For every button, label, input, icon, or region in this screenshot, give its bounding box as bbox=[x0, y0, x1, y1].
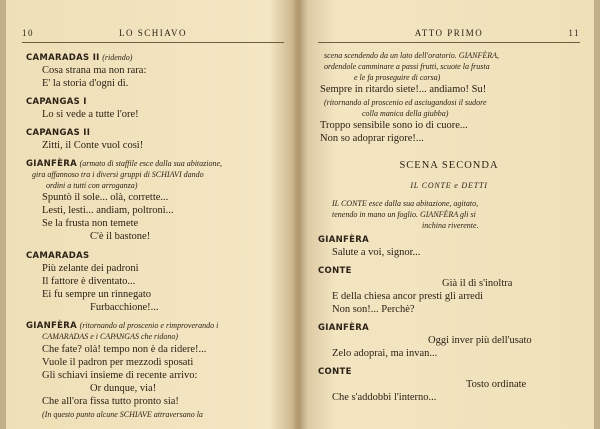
running-head-title: ATTO PRIMO bbox=[414, 28, 484, 38]
verse-line: Che all'ora fissa tutto pronto sia! bbox=[42, 396, 179, 407]
scene-heading: SCENA SECONDA bbox=[399, 160, 499, 171]
verse-line: C'è il bastone! bbox=[90, 231, 151, 242]
left-running-header bbox=[22, 28, 284, 42]
verse-line: E' la storia d'ogni dì. bbox=[42, 78, 129, 89]
verse-line: Sempre in ritardo siete!... andiamo! Su! bbox=[320, 84, 487, 95]
verse-line: Furbacchione!... bbox=[90, 302, 159, 313]
verse-line: Che fate? olà! tempo non è da ridere!... bbox=[42, 344, 207, 355]
stage-direction: e le fa proseguire di corsa) bbox=[354, 73, 441, 82]
speaker-name: CAPANGAS I bbox=[26, 97, 87, 107]
stage-direction: (ritornando al proscenio ed asciugandosi il sudore bbox=[324, 98, 487, 107]
speaker-name: CAPANGAS II bbox=[26, 128, 91, 138]
verse-line: Cosa strana ma non rara: bbox=[42, 65, 147, 76]
verse-line: Il fattore è diventato... bbox=[42, 276, 136, 287]
stage-direction: CAMARADAS e i CAPANGAS che ridono) bbox=[42, 332, 179, 341]
stage-direction: gira affannoso tra i diversi gruppi di SCHIAVI dando bbox=[32, 170, 204, 179]
verse-line: Più zelante dei padroni bbox=[42, 263, 139, 274]
page-number: 11 bbox=[568, 28, 580, 38]
speaker-name: GIANFÈRA bbox=[26, 159, 77, 169]
verse-line: Vuole il padron per mezzodì sposati bbox=[42, 357, 194, 368]
page-number: 10 bbox=[22, 28, 34, 38]
stage-direction: (armato di staffile esce dalla sua abitazione, bbox=[79, 159, 223, 168]
speaker-name: GIANFÈRA bbox=[318, 323, 369, 333]
right-page-edge bbox=[594, 0, 600, 429]
header-rule bbox=[22, 42, 284, 43]
speaker-name: CAMARADAS bbox=[26, 251, 90, 261]
verse-line: Zelo adoprai, ma invan... bbox=[332, 348, 438, 359]
stage-direction: ordini a tutti con arroganza) bbox=[46, 181, 138, 190]
stage-direction: (ridendo) bbox=[102, 53, 133, 62]
header-rule bbox=[318, 42, 580, 43]
stage-direction: ordendole camminare a passi frutti, scuote la frusta bbox=[324, 62, 490, 71]
left-page bbox=[22, 0, 284, 429]
right-page bbox=[318, 0, 580, 429]
verse-line: Che s'addobbi l'interno... bbox=[332, 392, 437, 403]
stage-direction: colla manica della giubba) bbox=[362, 109, 449, 118]
left-page-edge bbox=[0, 0, 6, 429]
verse-line: Ei fu sempre un rinnegato bbox=[42, 289, 152, 300]
speaker-name: CONTE bbox=[318, 266, 352, 276]
verse-line: Non so adoprar rigore!... bbox=[320, 133, 424, 144]
scene-subtitle: IL CONTE e DETTI bbox=[410, 181, 488, 190]
speaker-name: GIANFÈRA bbox=[26, 321, 77, 331]
stage-direction: tenendo in mano un foglio. GIANFÈRA gli si bbox=[332, 210, 476, 219]
stage-direction: (In questo punto alcune SCHIAVE attraversano la bbox=[42, 410, 203, 419]
verse-line: Non son!... Perchè? bbox=[332, 304, 415, 315]
verse-line: Troppo sensibile sono io di cuore... bbox=[320, 120, 468, 131]
stage-direction: (ritornando al proscenio e rimproverando i bbox=[79, 321, 219, 330]
verse-line: Lesti, lesti... andiam, poltroni... bbox=[42, 205, 174, 216]
verse-line: Zitti, il Conte vuol così! bbox=[42, 140, 144, 151]
right-running-header bbox=[318, 28, 580, 42]
speaker-line bbox=[26, 52, 132, 64]
stage-direction: inchina riverente. bbox=[422, 221, 479, 230]
book-gutter bbox=[292, 0, 308, 429]
speaker-name: CAMARADAS II bbox=[26, 53, 100, 63]
verse-line: Gli schiavi insieme di recente arrivo: bbox=[42, 370, 198, 381]
verse-line: Lo si vede a tutte l'ore! bbox=[42, 109, 139, 120]
verse-line: Or dunque, via! bbox=[90, 383, 157, 394]
verse-line: Tosto ordinate bbox=[466, 379, 527, 390]
running-head-title: LO SCHIAVO bbox=[118, 28, 188, 38]
speaker-name: GIANFÈRA bbox=[318, 235, 369, 245]
verse-line: Già il dì s'inoltra bbox=[442, 278, 513, 289]
verse-line: E della chiesa ancor presti gli arredi bbox=[332, 291, 484, 302]
verse-line: Se la frusta non temete bbox=[42, 218, 139, 229]
stage-direction: IL CONTE esce dalla sua abitazione, agitato, bbox=[332, 199, 479, 208]
verse-line: Oggi inver più dell'usato bbox=[428, 335, 532, 346]
verse-line: Spuntò il sole... olà, corrette... bbox=[42, 192, 169, 203]
speaker-name: CONTE bbox=[318, 367, 352, 377]
verse-line: Salute a voi, signor... bbox=[332, 247, 421, 258]
stage-direction: scena scendendo da un lato dell'oratorio. GIANFÈRA, bbox=[324, 51, 500, 60]
